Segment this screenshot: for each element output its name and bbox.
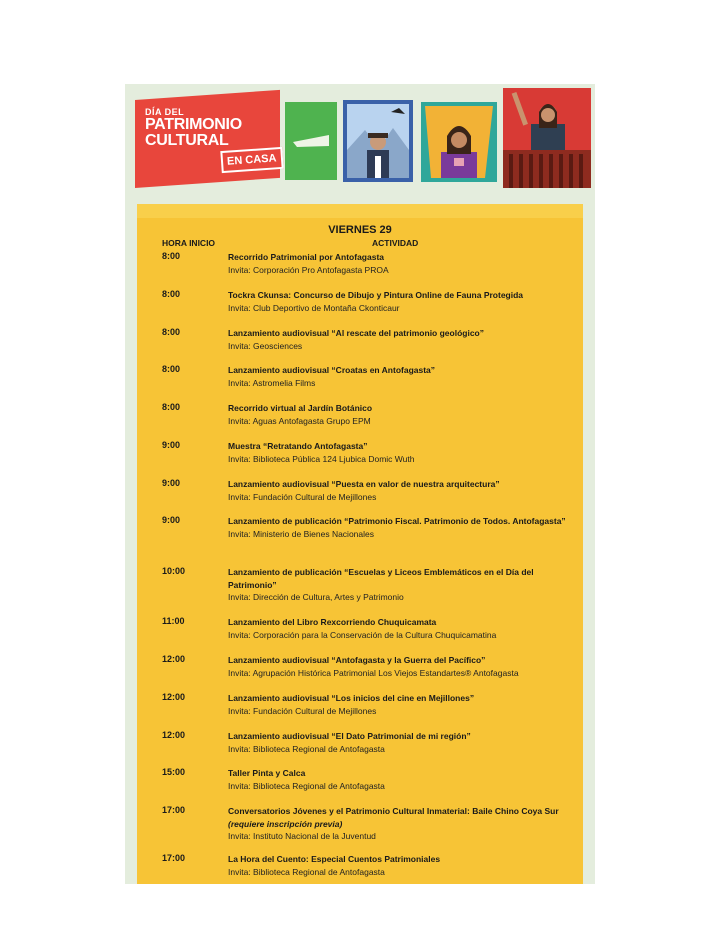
row-time: 17:00 — [162, 805, 186, 815]
row-host: Invita: Biblioteca Regional de Antofagasta — [228, 743, 385, 754]
row-title: Lanzamiento de publicación “Patrimonio Fiscal. Patrimonio de Todos. Antofagasta” — [228, 516, 566, 526]
row-host: Invita: Instituto Nacional de la Juventud — [228, 831, 376, 841]
row-host: Invita: Agrupación Histórica Patrimonial Los Viejos Estandartes® Antofagasta — [228, 667, 519, 678]
woman-illustration — [421, 102, 497, 182]
arrow-illustration — [285, 102, 337, 180]
logo-line-1: DÍA DEL — [145, 106, 185, 117]
row-time: 9:00 — [162, 515, 181, 525]
row-time: 12:00 — [162, 654, 186, 664]
row-title: Lanzamiento audiovisual “Al rescate del patrimonio geológico” — [228, 328, 484, 338]
row-time: 9:00 — [162, 440, 181, 450]
row-time: 8:00 — [162, 364, 181, 374]
row-host: Invita: Dirección de Cultura, Artes y Patrimonio — [228, 592, 404, 602]
row-time: 8:00 — [162, 327, 181, 337]
row-time: 10:00 — [162, 566, 186, 576]
row-time: 8:00 — [162, 402, 181, 412]
row-host: Invita: Corporación para la Conservación de la Cultura Chuquicamatina — [228, 629, 497, 640]
logo-panel — [135, 90, 280, 188]
row-host: Invita: Fundación Cultural de Mejillones — [228, 491, 377, 502]
row-title: Lanzamiento audiovisual “El Dato Patrimonial de mi región” — [228, 731, 471, 741]
header-banner — [125, 84, 595, 196]
row-title: Lanzamiento audiovisual “Antofagasta y la Guerra del Pacífico” — [228, 655, 486, 665]
row-host: Invita: Fundación Cultural de Mejillones — [228, 705, 377, 716]
row-time: 12:00 — [162, 692, 186, 702]
logo-wordmark — [145, 108, 242, 149]
row-title: Lanzamiento audiovisual “Croatas en Antofagasta” — [228, 365, 436, 375]
row-host: Invita: Biblioteca Pública 124 Ljubica Domic Wuth — [228, 453, 415, 464]
row-host: Invita: Astromelia Films — [228, 377, 316, 388]
row-note: (requiere inscripción previa) — [228, 818, 343, 829]
row-time: 8:00 — [162, 251, 181, 261]
row-title: Muestra “Retratando Antofagasta” — [228, 441, 368, 451]
row-host: Invita: Corporación Pro Antofagasta PROA — [228, 264, 389, 275]
row-title: Recorrido virtual al Jardín Botánico — [228, 403, 373, 413]
day-title: VIERNES 29 — [328, 224, 392, 236]
row-title: Lanzamiento audiovisual “Los inicios del cine en Mejillones” — [228, 693, 475, 703]
row-time: 8:00 — [162, 289, 181, 299]
row-host: Invita: Geosciences — [228, 340, 303, 351]
logo-line-3: CULTURAL — [145, 131, 229, 149]
poster-sheet — [125, 84, 595, 884]
row-title: Lanzamiento audiovisual “Puesta en valor de nuestra arquitectura” — [228, 479, 500, 489]
row-host: Invita: Biblioteca Regional de Antofagasta — [228, 866, 385, 877]
row-time: 11:00 — [162, 616, 185, 626]
row-host: Invita: Biblioteca Regional de Antofagasta — [228, 780, 385, 791]
row-title: Conversatorios Jóvenes y el Patrimonio Cultural Inmaterial: Baile Chino Coya Sur — [228, 806, 559, 816]
schedule-panel — [137, 204, 583, 884]
column-header-activity: ACTIVIDAD — [372, 238, 419, 248]
row-host: Invita: Aguas Antofagasta Grupo EPM — [228, 415, 371, 426]
row-time: 17:00 — [162, 853, 186, 863]
row-title: Tockra Ckunsa: Concurso de Dibujo y Pintura Online de Fauna Protegida — [228, 290, 524, 300]
mountain-person-illustration — [343, 100, 413, 182]
row-title: Recorrido Patrimonial por Antofagasta — [228, 252, 385, 262]
row-host: Invita: Club Deportivo de Montaña Ckonticaur — [228, 302, 400, 313]
logo-line-2: PATRIMONIO — [145, 115, 242, 133]
en-casa-badge: EN CASA — [220, 147, 283, 173]
row-title: Taller Pinta y Calca — [228, 768, 306, 778]
column-header-time: HORA INICIO — [162, 238, 216, 248]
row-time: 12:00 — [162, 730, 186, 740]
musician-illustration — [503, 88, 591, 188]
row-time: 15:00 — [162, 767, 186, 777]
row-title: Lanzamiento del Libro Rexcorriendo Chuquicamata — [228, 617, 437, 627]
row-host: Invita: Ministerio de Bienes Nacionales — [228, 528, 374, 539]
row-title: Lanzamiento de publicación “Escuelas y Liceos Emblemáticos en el Día del Patrimonio” — [228, 567, 534, 590]
row-time: 9:00 — [162, 478, 181, 488]
row-title: La Hora del Cuento: Especial Cuentos Patrimoniales — [228, 854, 441, 864]
